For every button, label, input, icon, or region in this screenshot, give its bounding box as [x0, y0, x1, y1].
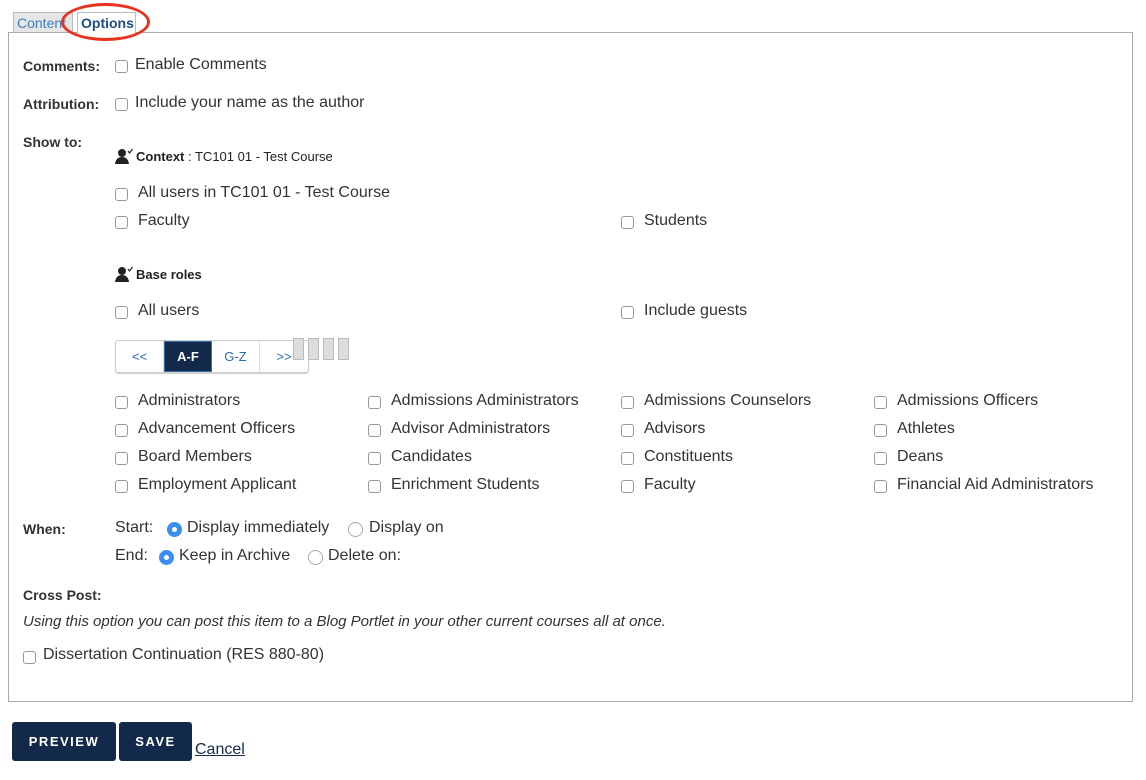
role-label: Advisor Administrators — [391, 420, 551, 437]
role-checkbox[interactable] — [621, 424, 634, 437]
user-check-icon — [115, 266, 133, 282]
enable-comments-label: Enable Comments — [135, 56, 267, 73]
attribution-option-label: Include your name as the author — [135, 94, 365, 111]
pager-stub — [308, 338, 319, 360]
role-checkbox[interactable] — [115, 480, 128, 493]
role-label: Constituents — [644, 448, 733, 465]
role-checkbox[interactable] — [115, 396, 128, 409]
all-users-course-checkbox[interactable] — [115, 188, 128, 201]
include-guests-label: Include guests — [644, 302, 748, 319]
role-label: Board Members — [138, 448, 252, 465]
role-checkbox[interactable] — [368, 424, 381, 437]
role-label: Admissions Counselors — [644, 392, 812, 409]
delete-on-radio[interactable] — [308, 550, 323, 565]
attribution-checkbox[interactable] — [115, 98, 128, 111]
role-label: Admissions Officers — [897, 392, 1039, 409]
role-checkbox[interactable] — [621, 480, 634, 493]
comments-label: Comments: — [23, 58, 101, 74]
attribution-label: Attribution: — [23, 96, 100, 112]
display-on-label: Display on — [369, 519, 444, 536]
faculty-label: Faculty — [138, 212, 190, 229]
pager-g-z[interactable]: G-Z — [212, 341, 260, 372]
enable-comments-checkbox[interactable] — [115, 60, 128, 73]
pager-stub — [338, 338, 349, 360]
role-label: Advancement Officers — [138, 420, 296, 437]
pager-stub — [323, 338, 334, 360]
context-text: Context : TC101 01 - Test Course — [136, 149, 333, 164]
base-roles-heading: Base roles — [136, 267, 202, 282]
tab-content[interactable]: Content — [13, 12, 73, 33]
pager-last[interactable]: >> — [276, 349, 292, 364]
delete-on-label: Delete on: — [328, 547, 401, 564]
display-immediately-radio[interactable] — [167, 522, 182, 537]
preview-button[interactable]: PREVIEW — [12, 722, 116, 761]
save-button[interactable]: SAVE — [119, 722, 192, 761]
role-checkbox[interactable] — [874, 424, 887, 437]
role-checkbox[interactable] — [368, 396, 381, 409]
students-label: Students — [644, 212, 708, 229]
role-checkbox[interactable] — [874, 452, 887, 465]
role-label: Advisors — [644, 420, 706, 437]
role-label: Employment Applicant — [138, 476, 297, 493]
alpha-pager — [115, 340, 309, 373]
role-checkbox[interactable] — [621, 396, 634, 409]
all-users-course-label: All users in TC101 01 - Test Course — [138, 184, 390, 201]
role-label: Athletes — [897, 420, 955, 437]
display-immediately-label: Display immediately — [187, 519, 330, 536]
cross-post-description: Using this option you can post this item to a Blog Portlet in your other current courses all at once. — [23, 613, 666, 630]
role-label: Candidates — [391, 448, 472, 465]
role-label: Faculty — [644, 476, 696, 493]
cross-post-label: Cross Post: — [23, 587, 102, 603]
when-label: When: — [23, 521, 66, 537]
cross-post-course-label: Dissertation Continuation (RES 880-80) — [43, 646, 325, 663]
role-label: Financial Aid Administrators — [897, 476, 1094, 493]
role-checkbox[interactable] — [621, 452, 634, 465]
display-on-radio[interactable] — [348, 522, 363, 537]
pager-stub — [293, 338, 304, 360]
end-label: End: — [115, 547, 148, 564]
students-checkbox[interactable] — [621, 216, 634, 229]
role-checkbox[interactable] — [874, 480, 887, 493]
role-label: Admissions Administrators — [391, 392, 579, 409]
all-users-checkbox[interactable] — [115, 306, 128, 319]
all-users-label: All users — [138, 302, 200, 319]
tab-options[interactable]: Options — [77, 12, 136, 34]
role-checkbox[interactable] — [368, 480, 381, 493]
pager-first[interactable]: << — [116, 341, 164, 372]
role-checkbox[interactable] — [874, 396, 887, 409]
role-checkbox[interactable] — [368, 452, 381, 465]
show-to-label: Show to: — [23, 134, 83, 150]
role-label: Enrichment Students — [391, 476, 540, 493]
role-checkbox[interactable] — [115, 452, 128, 465]
cancel-link[interactable]: Cancel — [195, 741, 245, 758]
highlight-ellipse — [61, 3, 150, 41]
keep-archive-radio[interactable] — [159, 550, 174, 565]
pager-a-f[interactable]: A-F — [164, 341, 212, 372]
cross-post-course-checkbox[interactable] — [23, 651, 36, 664]
include-guests-checkbox[interactable] — [621, 306, 634, 319]
keep-archive-label: Keep in Archive — [179, 547, 291, 564]
faculty-checkbox[interactable] — [115, 216, 128, 229]
start-label: Start: — [115, 519, 154, 536]
user-check-icon — [115, 148, 133, 164]
role-label: Administrators — [138, 392, 241, 409]
role-label: Deans — [897, 448, 944, 465]
role-checkbox[interactable] — [115, 424, 128, 437]
